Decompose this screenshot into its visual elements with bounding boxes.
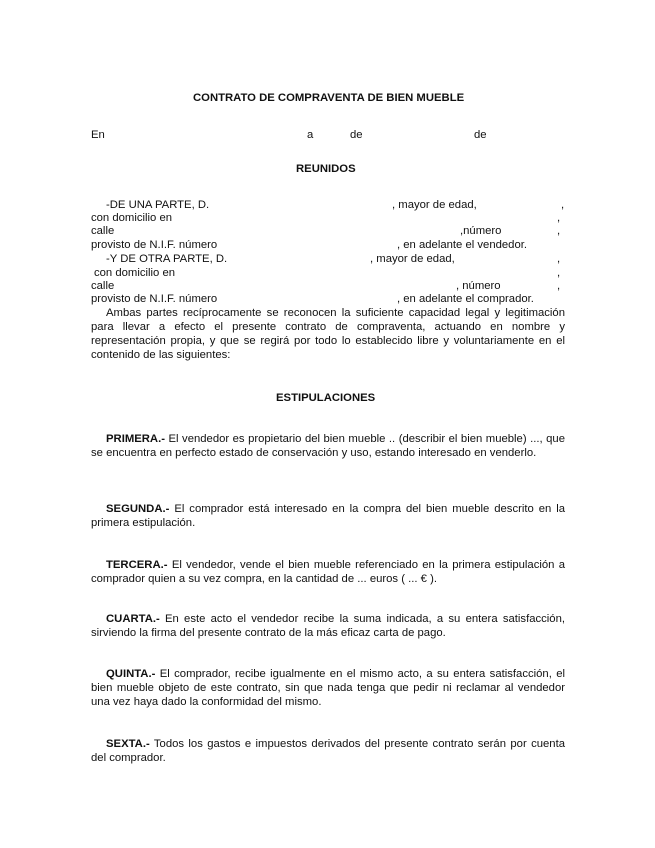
clause-tercera	[91, 558, 565, 586]
document-title: CONTRATO DE COMPRAVENTA DE BIEN MUEBLE	[193, 92, 465, 104]
clause-label: SEGUNDA.-	[106, 503, 170, 515]
parte2-line2-end: ,	[557, 267, 561, 279]
parte2-line1-end: ,	[557, 253, 561, 265]
clause-sexta	[91, 737, 565, 765]
parte1-line1-label: -DE UNA PARTE, D.	[106, 199, 210, 211]
clause-text: En este acto el vendedor recibe la suma indicada, a su entera satisfacción, sirviendo la firma del presente contrato de la más eficaz carta de pago.	[91, 613, 565, 639]
parte2-line3-label: calle	[91, 280, 115, 292]
parte2-line4-label: provisto de N.I.F. número	[91, 293, 218, 305]
place-en: En	[91, 129, 105, 141]
clause-label: SEXTA.-	[106, 738, 150, 750]
intro-paragraph: Ambas partes recíprocamente se reconocen la suficiente capacidad legal y legitimación para llevar a efecto el presente contrato de compraventa, actuando en nombre y representación propia, y que se regirá por todo lo establecido libre y voluntariamente en el contenido de las siguientes:	[91, 307, 565, 361]
clause-text: El comprador está interesado en la compra del bien mueble descrito en la primera estipulación.	[91, 503, 566, 529]
clause-text: El comprador, recibe igualmente en el mismo acto, a su entera satisfacción, el bien mueble objeto de este contrato, sin que nada tenga que pedir ni reclamar al vendedor una vez haya dado la conformidad del mismo.	[91, 668, 565, 708]
parte1-line2-end: ,	[557, 212, 561, 224]
clause-segunda	[91, 502, 565, 530]
estipulaciones-heading: ESTIPULACIONES	[276, 392, 376, 404]
parte2-line4-end: , en adelante el comprador.	[397, 293, 534, 305]
parte2-line3-mid: , número	[456, 280, 501, 292]
parte2-line1-label: -Y DE OTRA PARTE, D.	[106, 253, 228, 265]
clause-text: El vendedor, vende el bien mueble referenciado en la primera estipulación a comprador quien a su vez compra, en la cantidad de ... euros ( ... € ).	[91, 559, 566, 585]
reunidos-heading: REUNIDOS	[296, 163, 356, 175]
place-a: a	[307, 129, 314, 141]
clause-label: CUARTA.-	[106, 613, 160, 625]
clause-text: Todos los gastos e impuestos derivados del presente contrato serán por cuenta del comprador.	[91, 738, 565, 764]
parte1-line4-end: , en adelante el vendedor.	[397, 239, 528, 251]
parte2-line1-mid: , mayor de edad,	[370, 253, 455, 265]
parte1-line4-label: provisto de N.I.F. número	[91, 239, 218, 251]
parte2-line2-label: con domicilio en	[94, 267, 176, 279]
clause-cuarta	[91, 612, 565, 640]
clause-label: TERCERA.-	[106, 559, 168, 571]
parte1-line3-label: calle	[91, 225, 115, 237]
parte2-line3-end: ,	[557, 280, 561, 292]
parte1-line2-label: con domicilio en	[91, 212, 173, 224]
parte1-line3-end: ,	[557, 225, 561, 237]
clause-label: PRIMERA.-	[106, 433, 165, 445]
place-de-1: de	[350, 129, 363, 141]
clause-primera	[91, 432, 565, 460]
parte1-line1-end: ,	[561, 199, 565, 211]
clause-quinta	[91, 667, 565, 709]
parte1-line3-mid: ,número	[460, 225, 502, 237]
parte1-line1-mid: , mayor de edad,	[392, 199, 477, 211]
clause-label: QUINTA.-	[106, 668, 156, 680]
clause-text: El vendedor es propietario del bien mueble .. (describir el bien mueble) ..., que se encuentra en perfecto estado de conservación y uso, estando interesado en venderlo.	[91, 433, 565, 459]
place-de-2: de	[474, 129, 487, 141]
